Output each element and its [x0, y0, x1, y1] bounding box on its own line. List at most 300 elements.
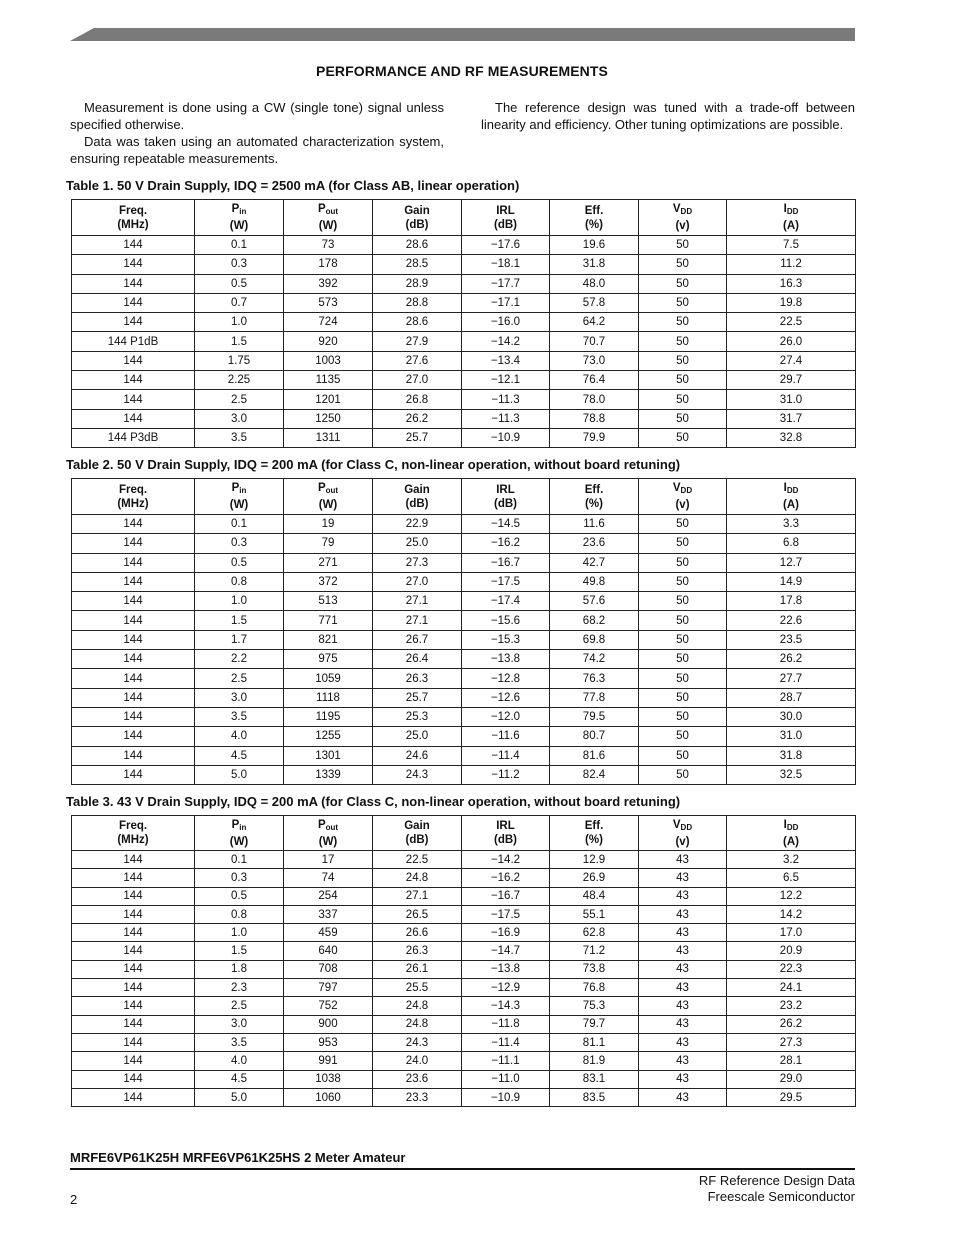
cell-gain: 26.8 — [373, 390, 462, 409]
cell-freq: 144 — [72, 979, 195, 997]
cell-eff: 80.7 — [550, 727, 639, 746]
cell-idd: 23.2 — [727, 997, 856, 1015]
cell-gain: 25.7 — [373, 688, 462, 707]
table-row — [72, 765, 856, 784]
cell-irl: −11.4 — [462, 1033, 550, 1051]
cell-pin: 3.0 — [195, 1015, 284, 1033]
cell-pout: 1059 — [284, 669, 373, 688]
table-row — [72, 313, 856, 332]
column-header-eff — [550, 479, 639, 515]
cell-vdd: 43 — [639, 1015, 727, 1033]
header-label: Eff. — [584, 820, 604, 832]
header-subscript: DD — [680, 207, 693, 216]
cell-gain: 26.6 — [373, 924, 462, 942]
cell-eff: 81.6 — [550, 746, 639, 765]
cell-eff: 75.3 — [550, 997, 639, 1015]
cell-freq: 144 — [72, 924, 195, 942]
cell-pin: 2.5 — [195, 669, 284, 688]
table-1 — [71, 199, 856, 448]
cell-freq: 144 P3dB — [72, 428, 195, 447]
table-row — [72, 707, 856, 726]
cell-vdd: 50 — [639, 534, 727, 553]
cell-idd: 26.0 — [727, 332, 856, 351]
header-label: I — [783, 818, 787, 831]
table-row — [72, 1033, 856, 1051]
cell-pout: 19 — [284, 515, 373, 534]
cell-idd: 6.8 — [727, 534, 856, 553]
cell-pout: 797 — [284, 979, 373, 997]
header-label: V — [672, 482, 681, 494]
cell-pout: 1311 — [284, 428, 373, 447]
cell-irl: −11.3 — [462, 409, 550, 428]
header-label: IRL — [496, 483, 515, 496]
cell-idd: 19.8 — [727, 293, 856, 312]
cell-irl: −16.9 — [462, 924, 550, 942]
cell-idd: 3.2 — [727, 851, 856, 869]
footer-line: RF Reference Design Data — [698, 1173, 855, 1188]
cell-pin: 0.5 — [195, 274, 284, 293]
cell-pout: 1038 — [284, 1070, 373, 1088]
cell-irl: −16.2 — [462, 869, 550, 887]
header-label: IRL — [496, 204, 515, 217]
cell-gain: 28.5 — [373, 255, 462, 274]
cell-freq: 144 — [72, 688, 195, 707]
cell-pout: 1118 — [284, 688, 373, 707]
cell-pin: 4.5 — [195, 746, 284, 765]
column-header-pin — [195, 816, 284, 851]
cell-vdd: 43 — [639, 924, 727, 942]
header-unit: (A) — [783, 835, 799, 848]
table-row — [72, 1088, 856, 1106]
table-row — [72, 611, 856, 630]
cell-eff: 69.8 — [550, 630, 639, 649]
cell-eff: 12.9 — [550, 851, 639, 869]
cell-pin: 0.3 — [195, 869, 284, 887]
column-header-gain — [373, 816, 462, 851]
table-row — [72, 688, 856, 707]
cell-freq: 144 — [72, 851, 195, 869]
table-row — [72, 409, 856, 428]
cell-vdd: 50 — [639, 255, 727, 274]
cell-idd: 29.7 — [727, 371, 856, 390]
section-title: PERFORMANCE AND RF MEASUREMENTS — [316, 63, 608, 79]
table-row — [72, 905, 856, 923]
cell-irl: −10.9 — [462, 428, 550, 447]
cell-eff: 79.7 — [550, 1015, 639, 1033]
cell-gain: 24.8 — [373, 997, 462, 1015]
header-label: P — [231, 203, 240, 215]
cell-gain: 25.5 — [373, 979, 462, 997]
cell-idd: 14.9 — [727, 572, 856, 591]
cell-pout: 1201 — [284, 390, 373, 409]
cell-pout: 254 — [284, 887, 373, 905]
cell-vdd: 50 — [639, 630, 727, 649]
cell-eff: 74.2 — [550, 650, 639, 669]
cell-freq: 144 — [72, 592, 195, 611]
cell-pout: 708 — [284, 960, 373, 978]
cell-gain: 25.0 — [373, 727, 462, 746]
cell-pin: 0.5 — [195, 553, 284, 572]
cell-gain: 27.0 — [373, 371, 462, 390]
header-unit: (MHz) — [117, 218, 149, 231]
cell-freq: 144 — [72, 650, 195, 669]
cell-vdd: 50 — [639, 515, 727, 534]
header-unit: (v) — [675, 220, 690, 232]
column-header-idd — [727, 816, 856, 851]
column-header-pin — [195, 479, 284, 515]
cell-idd: 27.7 — [727, 669, 856, 688]
cell-idd: 27.4 — [727, 351, 856, 370]
cell-freq: 144 — [72, 515, 195, 534]
cell-vdd: 43 — [639, 869, 727, 887]
cell-irl: −12.1 — [462, 371, 550, 390]
cell-eff: 81.1 — [550, 1033, 639, 1051]
cell-pin: 0.3 — [195, 255, 284, 274]
cell-pout: 640 — [284, 942, 373, 960]
cell-pout: 459 — [284, 924, 373, 942]
cell-pout: 752 — [284, 997, 373, 1015]
table-row — [72, 650, 856, 669]
cell-eff: 31.8 — [550, 255, 639, 274]
cell-freq: 144 — [72, 960, 195, 978]
column-header-freq — [72, 816, 195, 851]
cell-idd: 16.3 — [727, 274, 856, 293]
header-label: P — [231, 482, 240, 494]
cell-idd: 3.3 — [727, 515, 856, 534]
header-subscript: DD — [680, 822, 693, 832]
header-subscript: out — [325, 207, 339, 216]
cell-vdd: 50 — [639, 293, 727, 312]
cell-irl: −16.2 — [462, 534, 550, 553]
cell-pout: 1339 — [284, 765, 373, 784]
column-header-gain — [373, 479, 462, 515]
cell-freq: 144 — [72, 669, 195, 688]
header-unit: (%) — [585, 834, 603, 846]
cell-gain: 28.8 — [373, 293, 462, 312]
header-label: P — [231, 818, 240, 831]
column-header-idd — [727, 479, 856, 515]
cell-gain: 26.3 — [373, 669, 462, 688]
cell-pin: 3.0 — [195, 409, 284, 428]
header-label: P — [317, 203, 326, 215]
cell-pout: 73 — [284, 236, 373, 255]
cell-irl: −16.7 — [462, 887, 550, 905]
cell-freq: 144 — [72, 727, 195, 746]
cell-idd: 7.5 — [727, 236, 856, 255]
cell-pin: 0.3 — [195, 534, 284, 553]
cell-idd: 30.0 — [727, 707, 856, 726]
cell-freq: 144 — [72, 1015, 195, 1033]
table-row — [72, 942, 856, 960]
table-row — [72, 236, 856, 255]
header-unit: (W) — [229, 220, 249, 232]
table-2 — [71, 478, 856, 785]
cell-gain: 23.3 — [373, 1088, 462, 1106]
footer-line: Freescale Semiconductor — [707, 1189, 855, 1204]
cell-pout: 271 — [284, 553, 373, 572]
cell-pout: 900 — [284, 1015, 373, 1033]
cell-irl: −14.2 — [462, 332, 550, 351]
table-1-caption: Table 1. 50 V Drain Supply, IDQ = 2500 mA (for Class AB, linear operation) — [66, 178, 520, 193]
cell-freq: 144 — [72, 534, 195, 553]
cell-pout: 1250 — [284, 409, 373, 428]
header-label: I — [783, 482, 787, 494]
cell-eff: 64.2 — [550, 313, 639, 332]
cell-gain: 27.9 — [373, 332, 462, 351]
cell-freq: 144 — [72, 293, 195, 312]
table-row — [72, 630, 856, 649]
header-label: P — [317, 482, 326, 494]
cell-eff: 82.4 — [550, 765, 639, 784]
cell-irl: −16.7 — [462, 553, 550, 572]
cell-vdd: 50 — [639, 332, 727, 351]
header-label: Eff. — [584, 204, 604, 217]
cell-pout: 1060 — [284, 1088, 373, 1106]
cell-eff: 76.3 — [550, 669, 639, 688]
intro-left-column — [70, 99, 444, 167]
header-subscript: DD — [680, 486, 693, 495]
cell-pin: 1.0 — [195, 592, 284, 611]
header-subscript: out — [325, 822, 339, 832]
cell-pin: 2.25 — [195, 371, 284, 390]
header-subscript: in — [239, 486, 247, 495]
cell-idd: 29.5 — [727, 1088, 856, 1106]
header-unit: (MHz) — [117, 497, 149, 510]
cell-irl: −10.9 — [462, 1088, 550, 1106]
cell-eff: 83.1 — [550, 1070, 639, 1088]
cell-eff: 42.7 — [550, 553, 639, 572]
cell-pin: 1.0 — [195, 313, 284, 332]
intro-paragraph: Data was taken using an automated characterization system, ensuring repeatable measurements. — [70, 134, 444, 166]
cell-freq: 144 — [72, 553, 195, 572]
header-subscript: DD — [786, 207, 799, 216]
cell-irl: −11.1 — [462, 1052, 550, 1070]
cell-eff: 78.8 — [550, 409, 639, 428]
cell-vdd: 43 — [639, 942, 727, 960]
cell-eff: 83.5 — [550, 1088, 639, 1106]
cell-irl: −17.5 — [462, 572, 550, 591]
cell-eff: 70.7 — [550, 332, 639, 351]
cell-freq: 144 — [72, 1088, 195, 1106]
cell-pout: 771 — [284, 611, 373, 630]
column-header-irl — [462, 816, 550, 851]
cell-gain: 24.0 — [373, 1052, 462, 1070]
cell-vdd: 50 — [639, 390, 727, 409]
header-label: Gain — [404, 483, 430, 496]
cell-vdd: 50 — [639, 572, 727, 591]
header-unit: (dB) — [494, 218, 517, 231]
cell-vdd: 50 — [639, 669, 727, 688]
cell-freq: 144 — [72, 1033, 195, 1051]
header-unit: (dB) — [405, 218, 429, 231]
cell-freq: 144 — [72, 887, 195, 905]
page-number: 2 — [70, 1192, 78, 1207]
header-unit: (A) — [783, 499, 799, 511]
cell-pin: 2.2 — [195, 650, 284, 669]
cell-gain: 25.0 — [373, 534, 462, 553]
header-subscript: out — [325, 486, 339, 495]
header-label: Freq. — [118, 204, 148, 217]
cell-pout: 1003 — [284, 351, 373, 370]
header-subscript: DD — [786, 486, 799, 495]
cell-irl: −15.6 — [462, 611, 550, 630]
column-header-eff — [550, 200, 639, 236]
cell-freq: 144 — [72, 1052, 195, 1070]
cell-idd: 24.1 — [727, 979, 856, 997]
cell-freq: 144 — [72, 942, 195, 960]
cell-irl: −11.0 — [462, 1070, 550, 1088]
table-header-row — [72, 479, 856, 515]
header-unit: (%) — [585, 497, 603, 510]
cell-pin: 4.0 — [195, 1052, 284, 1070]
cell-gain: 27.1 — [373, 611, 462, 630]
cell-pin: 3.0 — [195, 688, 284, 707]
cell-idd: 31.8 — [727, 746, 856, 765]
cell-eff: 76.4 — [550, 371, 639, 390]
column-header-pout — [284, 816, 373, 851]
cell-idd: 11.2 — [727, 255, 856, 274]
cell-pin: 3.5 — [195, 428, 284, 447]
cell-freq: 144 — [72, 313, 195, 332]
column-header-gain — [373, 200, 462, 236]
cell-idd: 12.2 — [727, 887, 856, 905]
cell-irl: −12.8 — [462, 669, 550, 688]
cell-irl: −14.5 — [462, 515, 550, 534]
table-row — [72, 371, 856, 390]
cell-gain: 26.4 — [373, 650, 462, 669]
cell-pin: 0.7 — [195, 293, 284, 312]
cell-pin: 1.8 — [195, 960, 284, 978]
footer-rule — [70, 1168, 855, 1170]
table-row — [72, 534, 856, 553]
cell-irl: −12.0 — [462, 707, 550, 726]
cell-gain: 26.2 — [373, 409, 462, 428]
cell-vdd: 43 — [639, 851, 727, 869]
cell-vdd: 43 — [639, 1070, 727, 1088]
cell-vdd: 43 — [639, 1088, 727, 1106]
cell-pout: 991 — [284, 1052, 373, 1070]
table-row — [72, 960, 856, 978]
cell-freq: 144 — [72, 707, 195, 726]
cell-pout: 953 — [284, 1033, 373, 1051]
header-subscript: in — [239, 822, 247, 832]
cell-idd: 12.7 — [727, 553, 856, 572]
cell-gain: 26.1 — [373, 960, 462, 978]
cell-eff: 19.6 — [550, 236, 639, 255]
header-label: V — [672, 818, 681, 831]
cell-idd: 22.5 — [727, 313, 856, 332]
cell-eff: 49.8 — [550, 572, 639, 591]
header-subscript: in — [239, 207, 247, 216]
cell-pout: 178 — [284, 255, 373, 274]
cell-idd: 20.9 — [727, 942, 856, 960]
table-3 — [71, 815, 856, 1107]
cell-pout: 573 — [284, 293, 373, 312]
cell-freq: 144 — [72, 869, 195, 887]
cell-gain: 26.7 — [373, 630, 462, 649]
cell-idd: 22.6 — [727, 611, 856, 630]
cell-pout: 74 — [284, 869, 373, 887]
cell-irl: −11.3 — [462, 390, 550, 409]
table-row — [72, 332, 856, 351]
cell-vdd: 50 — [639, 236, 727, 255]
footer-publisher — [699, 1173, 855, 1205]
header-unit: (dB) — [494, 834, 517, 846]
cell-irl: −17.1 — [462, 293, 550, 312]
cell-gain: 28.9 — [373, 274, 462, 293]
table-row — [72, 669, 856, 688]
cell-eff: 11.6 — [550, 515, 639, 534]
header-label: P — [317, 818, 326, 831]
header-unit: (W) — [318, 835, 338, 848]
cell-pout: 920 — [284, 332, 373, 351]
cell-idd: 28.7 — [727, 688, 856, 707]
cell-gain: 22.9 — [373, 515, 462, 534]
cell-gain: 27.3 — [373, 553, 462, 572]
header-label: Gain — [404, 820, 430, 832]
cell-vdd: 43 — [639, 887, 727, 905]
cell-vdd: 50 — [639, 351, 727, 370]
cell-idd: 26.2 — [727, 1015, 856, 1033]
cell-eff: 55.1 — [550, 905, 639, 923]
cell-pin: 2.3 — [195, 979, 284, 997]
header-label: Eff. — [584, 483, 604, 496]
cell-freq: 144 — [72, 765, 195, 784]
cell-eff: 57.6 — [550, 592, 639, 611]
cell-idd: 31.7 — [727, 409, 856, 428]
cell-pin: 0.1 — [195, 515, 284, 534]
cell-eff: 79.5 — [550, 707, 639, 726]
table-row — [72, 727, 856, 746]
cell-eff: 79.9 — [550, 428, 639, 447]
cell-idd: 29.0 — [727, 1070, 856, 1088]
footer-product-name: MRFE6VP61K25H MRFE6VP61K25HS 2 Meter Amateur — [70, 1150, 406, 1165]
cell-pin: 2.5 — [195, 390, 284, 409]
cell-vdd: 43 — [639, 1052, 727, 1070]
cell-pin: 0.5 — [195, 887, 284, 905]
cell-eff: 62.8 — [550, 924, 639, 942]
table-row — [72, 997, 856, 1015]
cell-freq: 144 — [72, 905, 195, 923]
cell-irl: −12.6 — [462, 688, 550, 707]
header-unit: (%) — [585, 218, 603, 231]
cell-irl: −14.3 — [462, 997, 550, 1015]
cell-pin: 1.5 — [195, 942, 284, 960]
cell-irl: −14.7 — [462, 942, 550, 960]
table-row — [72, 390, 856, 409]
cell-gain: 28.6 — [373, 313, 462, 332]
cell-eff: 68.2 — [550, 611, 639, 630]
cell-gain: 26.5 — [373, 905, 462, 923]
table-row — [72, 572, 856, 591]
cell-idd: 14.2 — [727, 905, 856, 923]
cell-gain: 24.6 — [373, 746, 462, 765]
cell-freq: 144 — [72, 371, 195, 390]
cell-eff: 48.0 — [550, 274, 639, 293]
cell-eff: 23.6 — [550, 534, 639, 553]
header-unit: (W) — [318, 220, 338, 232]
cell-vdd: 50 — [639, 274, 727, 293]
cell-gain: 24.8 — [373, 1015, 462, 1033]
cell-eff: 81.9 — [550, 1052, 639, 1070]
header-subscript: DD — [786, 822, 799, 832]
column-header-irl — [462, 479, 550, 515]
cell-gain: 23.6 — [373, 1070, 462, 1088]
cell-vdd: 50 — [639, 553, 727, 572]
cell-idd: 17.8 — [727, 592, 856, 611]
cell-freq: 144 — [72, 409, 195, 428]
cell-pin: 0.1 — [195, 236, 284, 255]
